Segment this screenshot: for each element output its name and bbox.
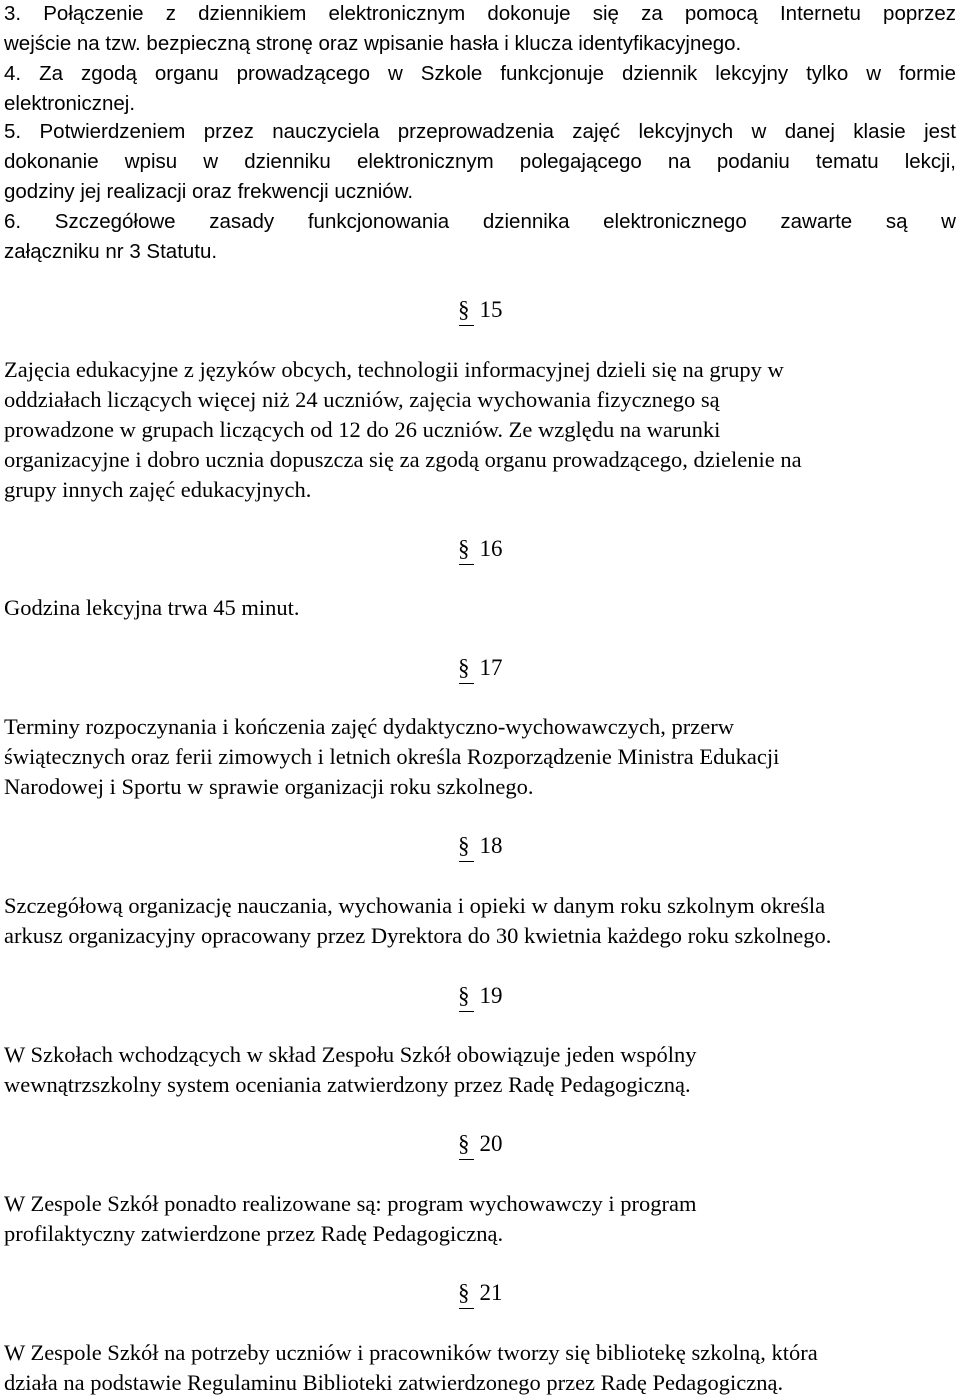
paragraph-line: działa na podstawie Regulaminu Biblioteki zatwierdzonego przez Radę Pedagogiczną.: [4, 1370, 784, 1395]
heading-underline: [459, 683, 474, 684]
paragraph-line: Narodowej i Sportu w sprawie organizacji roku szkolnego.: [4, 774, 534, 799]
paragraph-line: grupy innych zajęć edukacyjnych.: [4, 477, 312, 502]
section-symbol: §: [458, 297, 470, 322]
section-number: 19: [479, 983, 503, 1008]
section-heading: [458, 535, 503, 563]
list-line: dokonanie wpisu w dzienniku elektronicznym polegającego na podaniu tematu lekcji,: [4, 150, 956, 173]
section-number: 16: [479, 536, 503, 561]
list-line: 5. Potwierdzeniem przez nauczyciela przeprowadzenia zajęć lekcyjnych w danej klasie jest: [4, 120, 956, 143]
section-heading: [458, 982, 503, 1010]
list-line: wejście na tzw. bezpieczną stronę oraz wpisanie hasła i klucza identyfikacyjnego.: [4, 32, 742, 55]
section-symbol: §: [458, 1280, 470, 1305]
section-number: 21: [479, 1280, 503, 1305]
section-number: 15: [479, 297, 503, 322]
heading-underline: [459, 564, 474, 565]
paragraph-line: prowadzone w grupach liczących od 12 do 26 uczniów. Ze względu na warunki: [4, 417, 721, 442]
heading-underline: [459, 1011, 474, 1012]
paragraph-line: W Zespole Szkół na potrzeby uczniów i pracowników tworzy się bibliotekę szkolną, która: [4, 1340, 818, 1365]
list-line: godziny jej realizacji oraz frekwencji uczniów.: [4, 180, 414, 203]
list-line: 3. Połączenie z dziennikiem elektronicznym dokonuje się za pomocą Internetu poprzez: [4, 2, 956, 25]
paragraph-line: organizacyjne i dobro ucznia dopuszcza się za zgodą organu prowadzącego, dzielenie na: [4, 447, 802, 472]
paragraph-line: Godzina lekcyjna trwa 45 minut.: [4, 595, 300, 620]
heading-underline: [459, 325, 474, 326]
list-line: załączniku nr 3 Statutu.: [4, 240, 218, 263]
section-symbol: §: [458, 983, 470, 1008]
paragraph-line: arkusz organizacyjny opracowany przez Dyrektora do 30 kwietnia każdego roku szkolnego.: [4, 923, 832, 948]
paragraph-line: Terminy rozpoczynania i kończenia zajęć dydaktyczno-wychowawczych, przerw: [4, 714, 734, 739]
section-heading: [458, 654, 503, 682]
section-heading: [458, 1130, 503, 1158]
paragraph-line: wewnątrzszkolny system oceniania zatwierdzony przez Radę Pedagogiczną.: [4, 1072, 691, 1097]
paragraph-line: świątecznych oraz ferii zimowych i letnich określa Rozporządzenie Ministra Edukacji: [4, 744, 780, 769]
section-symbol: §: [458, 655, 470, 680]
section-heading: [458, 296, 503, 324]
list-line: 4. Za zgodą organu prowadzącego w Szkole funkcjonuje dziennik lekcyjny tylko w formie: [4, 62, 956, 85]
list-line: 6. Szczegółowe zasady funkcjonowania dziennika elektronicznego zawarte są w: [4, 210, 956, 233]
section-symbol: §: [458, 1131, 470, 1156]
section-symbol: §: [458, 536, 470, 561]
paragraph-line: oddziałach liczących więcej niż 24 uczniów, zajęcia wychowania fizycznego są: [4, 387, 720, 412]
section-heading: [458, 832, 503, 860]
paragraph-line: profilaktyczny zatwierdzone przez Radę Pedagogiczną.: [4, 1221, 504, 1246]
list-line: elektronicznej.: [4, 92, 136, 115]
paragraph-line: Szczegółową organizację nauczania, wychowania i opieki w danym roku szkolnym określa: [4, 893, 826, 918]
section-number: 17: [479, 655, 503, 680]
paragraph-line: W Zespole Szkół ponadto realizowane są: program wychowawczy i program: [4, 1191, 697, 1216]
heading-underline: [459, 861, 474, 862]
paragraph-line: W Szkołach wchodzących w skład Zespołu Szkół obowiązuje jeden wspólny: [4, 1042, 697, 1067]
section-number: 20: [479, 1131, 503, 1156]
section-symbol: §: [458, 833, 470, 858]
paragraph-line: Zajęcia edukacyjne z języków obcych, technologii informacyjnej dzieli się na grupy w: [4, 357, 784, 382]
section-number: 18: [479, 833, 503, 858]
heading-underline: [459, 1308, 474, 1309]
heading-underline: [459, 1159, 474, 1160]
section-heading: [458, 1279, 503, 1307]
